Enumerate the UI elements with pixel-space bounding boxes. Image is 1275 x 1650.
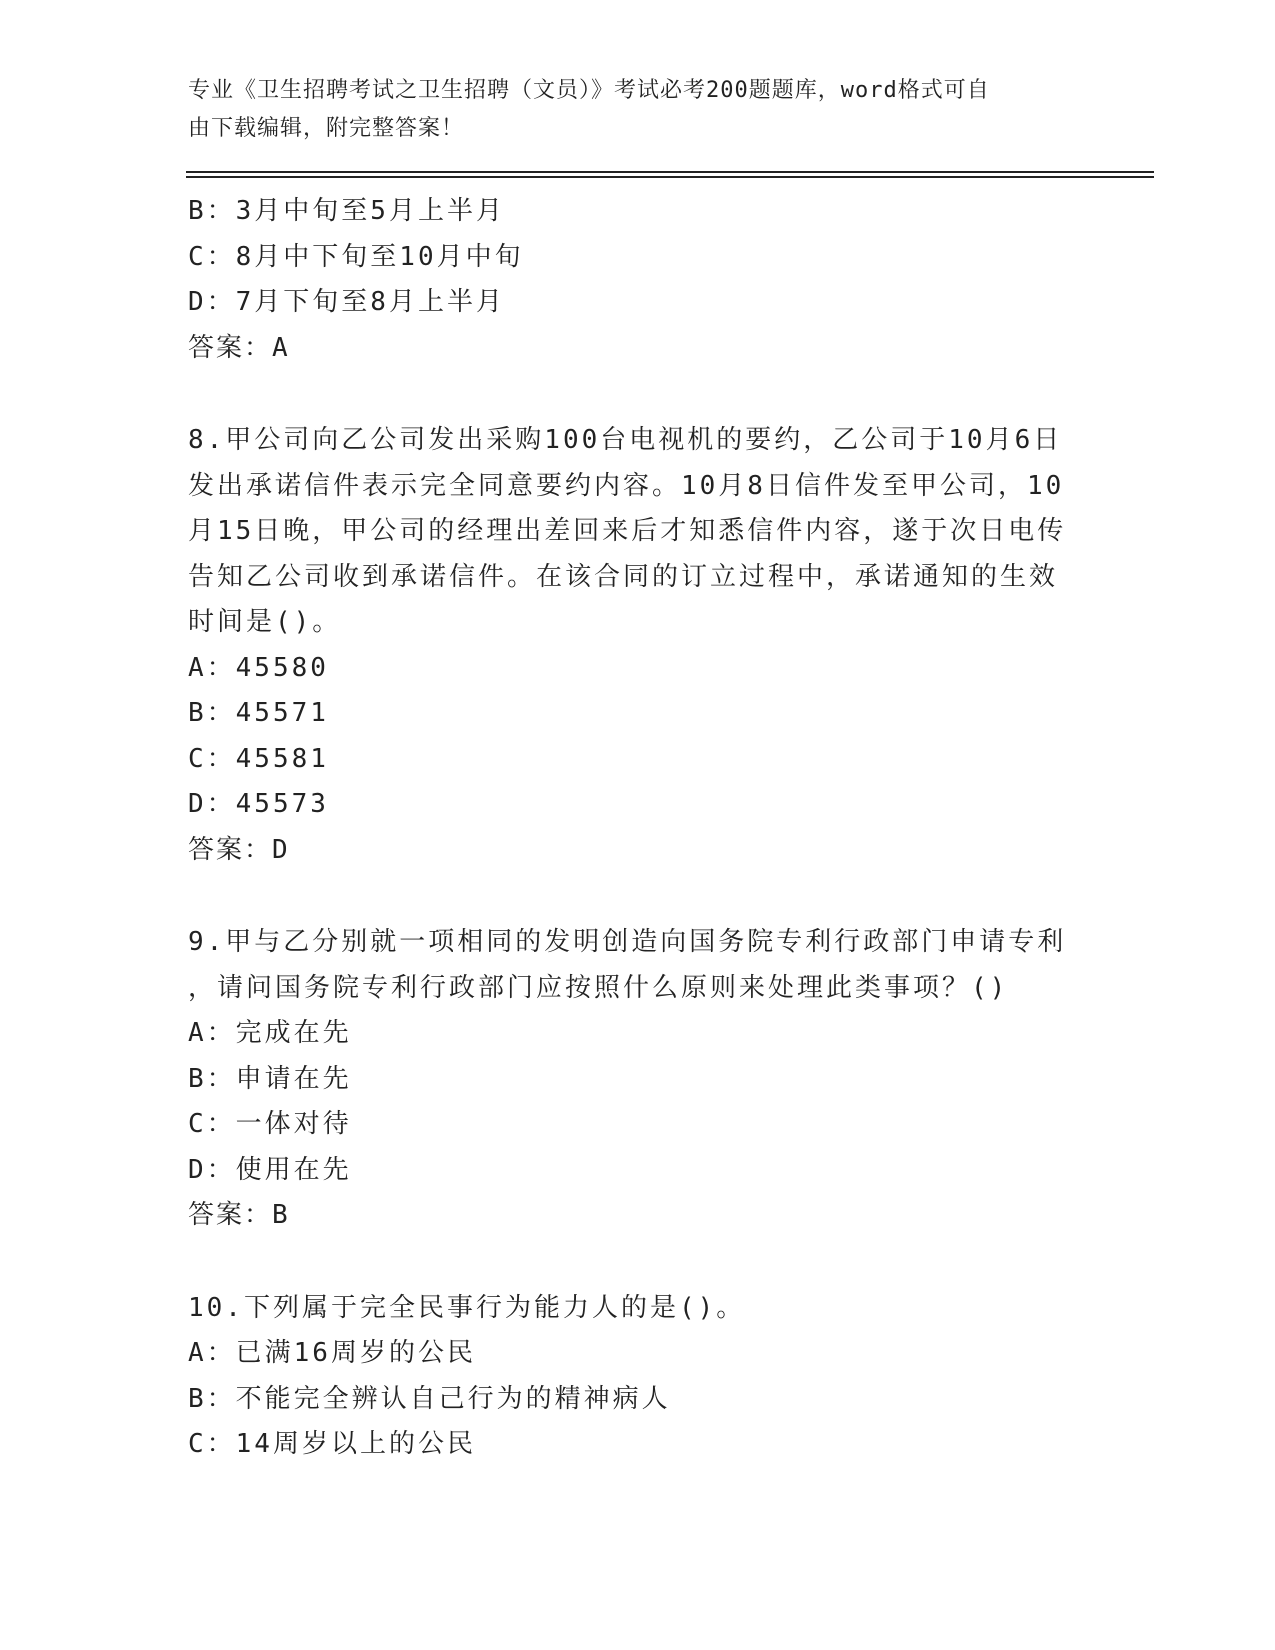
header-line-2: 由下载编辑，附完整答案！ — [188, 116, 465, 141]
option-b: B：不能完全辨认自己行为的精神病人 — [188, 1383, 671, 1414]
option-b: B：3月中旬至5月上半月 — [188, 196, 505, 226]
option-a: A：已满16周岁的公民 — [188, 1338, 476, 1368]
header-rule-bottom — [186, 176, 1154, 178]
option-b: B：45571 — [188, 698, 329, 728]
question-content — [188, 189, 1088, 1468]
question-text-line: 8.甲公司向乙公司发出采购100台电视机的要约，乙公司于10月6日 — [188, 425, 1063, 455]
option-c: C：8月中下旬至10月中旬 — [188, 241, 524, 272]
option-d: D：使用在先 — [188, 1154, 352, 1185]
question-8 — [188, 418, 1088, 873]
option-a: A：45580 — [188, 652, 329, 683]
option-c: C：14周岁以上的公民 — [188, 1429, 476, 1459]
answer-label: 答案：D — [188, 834, 290, 865]
question-text-line: 9.甲与乙分别就一项相同的发明创造向国务院专利行政部门申请专利 — [188, 927, 1067, 957]
option-d: D：7月下旬至8月上半月 — [188, 287, 505, 317]
question-text-line: 发出承诺信件表示完全同意要约内容。10月8日信件发至甲公司，10 — [188, 470, 1065, 501]
option-c: C：一体对待 — [188, 1109, 352, 1139]
question-text-line: 时间是()。 — [188, 607, 342, 637]
question-10 — [188, 1286, 1088, 1468]
header-rule-top — [186, 171, 1154, 173]
question-text-line: 告知乙公司收到承诺信件。在该合同的订立过程中，承诺通知的生效 — [188, 561, 1059, 592]
question-9 — [188, 920, 1088, 1239]
option-a: A：完成在先 — [188, 1018, 352, 1048]
answer-label: 答案：B — [188, 1200, 290, 1230]
document-header — [188, 72, 1068, 148]
option-d: D：45573 — [188, 789, 329, 819]
answer-label: 答案：A — [188, 332, 290, 363]
question-text-line: ，请问国务院专利行政部门应按照什么原则来处理此类事项？() — [188, 972, 1009, 1003]
question-text-line: 10.下列属于完全民事行为能力人的是()。 — [188, 1292, 746, 1323]
question-prev — [188, 189, 1088, 371]
option-c: C：45581 — [188, 743, 329, 774]
question-text-line: 月15日晚，甲公司的经理出差回来后才知悉信件内容，遂于次日电传 — [188, 516, 1067, 546]
header-line-1: 专业《卫生招聘考试之卫生招聘（文员）》考试必考200题题库，word格式可自 — [188, 78, 990, 103]
option-b: B：申请在先 — [188, 1063, 352, 1094]
